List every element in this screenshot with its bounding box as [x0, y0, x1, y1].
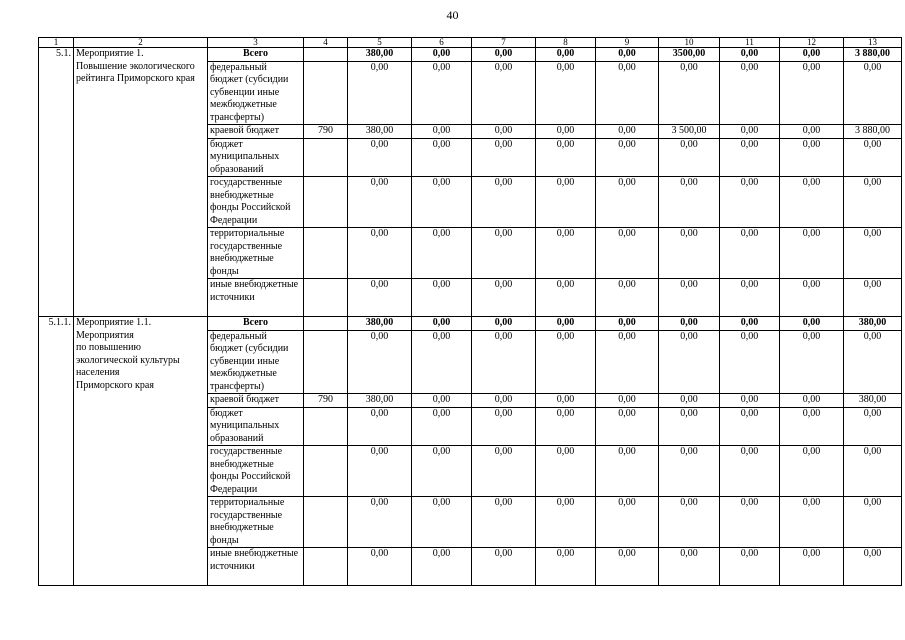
- amount-cell: 0,00: [412, 317, 472, 331]
- amount-cell: 0,00: [536, 446, 596, 497]
- amount-cell: 0,00: [659, 548, 720, 586]
- budget-code: [304, 497, 348, 548]
- column-number-header: 7: [472, 38, 536, 48]
- amount-cell: 0,00: [472, 317, 536, 331]
- amount-cell: 0,00: [536, 48, 596, 62]
- item-title: Мероприятие 1. Повышение экологического рейтинга Приморского края: [74, 48, 208, 317]
- item-code: 5.1.1.: [39, 317, 74, 586]
- amount-cell: 0,00: [412, 61, 472, 125]
- amount-cell: 0,00: [844, 61, 902, 125]
- amount-cell: 0,00: [720, 394, 780, 408]
- amount-cell: 0,00: [780, 317, 844, 331]
- amount-cell: 0,00: [720, 61, 780, 125]
- amount-cell: 0,00: [412, 177, 472, 228]
- amount-cell: 0,00: [536, 177, 596, 228]
- budget-code: [304, 317, 348, 331]
- funding-source: государственные внебюджетные фонды Российской Федерации: [208, 446, 304, 497]
- budget-code: 790: [304, 125, 348, 139]
- budget-code: [304, 177, 348, 228]
- amount-cell: 0,00: [659, 317, 720, 331]
- amount-cell: 0,00: [596, 177, 659, 228]
- amount-cell: 0,00: [412, 446, 472, 497]
- column-number-header: 5: [348, 38, 412, 48]
- amount-cell: 380,00: [348, 394, 412, 408]
- amount-cell: 0,00: [780, 497, 844, 548]
- amount-cell: 0,00: [472, 548, 536, 586]
- amount-cell: 0,00: [720, 317, 780, 331]
- amount-cell: 380,00: [844, 317, 902, 331]
- amount-cell: 0,00: [412, 125, 472, 139]
- amount-cell: 0,00: [596, 125, 659, 139]
- amount-cell: 0,00: [412, 48, 472, 62]
- amount-cell: 0,00: [536, 394, 596, 408]
- amount-cell: 0,00: [596, 446, 659, 497]
- funding-source: Всего: [208, 48, 304, 62]
- amount-cell: 0,00: [472, 446, 536, 497]
- amount-cell: 0,00: [659, 497, 720, 548]
- amount-cell: 0,00: [659, 279, 720, 317]
- amount-cell: 0,00: [720, 228, 780, 279]
- amount-cell: 0,00: [720, 330, 780, 394]
- funding-source: территориальные государственные внебюджетные фонды: [208, 497, 304, 548]
- amount-cell: 0,00: [348, 548, 412, 586]
- amount-cell: 0,00: [412, 497, 472, 548]
- amount-cell: 0,00: [536, 317, 596, 331]
- amount-cell: 0,00: [412, 407, 472, 446]
- column-number-header: 8: [536, 38, 596, 48]
- funding-source: государственные внебюджетные фонды Российской Федерации: [208, 177, 304, 228]
- amount-cell: 0,00: [536, 228, 596, 279]
- amount-cell: 0,00: [348, 61, 412, 125]
- amount-cell: 0,00: [536, 497, 596, 548]
- amount-cell: 0,00: [780, 394, 844, 408]
- budget-code: [304, 61, 348, 125]
- column-number-header: 6: [412, 38, 472, 48]
- amount-cell: 0,00: [596, 138, 659, 177]
- amount-cell: 0,00: [844, 330, 902, 394]
- amount-cell: 3 500,00: [659, 125, 720, 139]
- amount-cell: 0,00: [844, 138, 902, 177]
- amount-cell: 0,00: [780, 330, 844, 394]
- budget-code: [304, 228, 348, 279]
- amount-cell: 0,00: [720, 279, 780, 317]
- amount-cell: 0,00: [844, 407, 902, 446]
- amount-cell: 0,00: [780, 548, 844, 586]
- amount-cell: 0,00: [844, 228, 902, 279]
- amount-cell: 0,00: [536, 330, 596, 394]
- budget-code: [304, 279, 348, 317]
- amount-cell: 0,00: [780, 61, 844, 125]
- amount-cell: 0,00: [412, 548, 472, 586]
- amount-cell: 3 880,00: [844, 125, 902, 139]
- amount-cell: 0,00: [596, 548, 659, 586]
- amount-cell: 0,00: [659, 330, 720, 394]
- amount-cell: 0,00: [659, 138, 720, 177]
- amount-cell: 0,00: [659, 177, 720, 228]
- amount-cell: 0,00: [472, 61, 536, 125]
- amount-cell: 0,00: [348, 446, 412, 497]
- amount-cell: 0,00: [720, 138, 780, 177]
- column-number-header: 1: [39, 38, 74, 48]
- amount-cell: 0,00: [472, 48, 536, 62]
- amount-cell: 380,00: [348, 317, 412, 331]
- amount-cell: 0,00: [412, 394, 472, 408]
- amount-cell: 0,00: [472, 228, 536, 279]
- column-number-header: 10: [659, 38, 720, 48]
- amount-cell: 0,00: [659, 407, 720, 446]
- amount-cell: 3 880,00: [844, 48, 902, 62]
- funding-source: бюджет муниципальных образований: [208, 138, 304, 177]
- amount-cell: 0,00: [844, 548, 902, 586]
- item-title: Мероприятие 1.1. Мероприятия по повышению экологической культуры населения Приморского края: [74, 317, 208, 586]
- column-number-header: 11: [720, 38, 780, 48]
- amount-cell: 0,00: [472, 407, 536, 446]
- amount-cell: 0,00: [472, 279, 536, 317]
- amount-cell: 0,00: [844, 497, 902, 548]
- funding-source: краевой бюджет: [208, 394, 304, 408]
- budget-code: [304, 407, 348, 446]
- amount-cell: 0,00: [720, 125, 780, 139]
- amount-cell: 0,00: [720, 177, 780, 228]
- amount-cell: 0,00: [659, 228, 720, 279]
- amount-cell: 0,00: [348, 330, 412, 394]
- amount-cell: 0,00: [596, 330, 659, 394]
- budget-code: [304, 330, 348, 394]
- funding-source: Всего: [208, 317, 304, 331]
- amount-cell: 0,00: [780, 48, 844, 62]
- amount-cell: 0,00: [780, 125, 844, 139]
- amount-cell: 0,00: [720, 548, 780, 586]
- amount-cell: 0,00: [596, 317, 659, 331]
- amount-cell: 0,00: [596, 497, 659, 548]
- amount-cell: 0,00: [659, 61, 720, 125]
- funding-source: иные внебюджетные источники: [208, 548, 304, 586]
- funding-source: бюджет муниципальных образований: [208, 407, 304, 446]
- column-number-header: 4: [304, 38, 348, 48]
- amount-cell: 0,00: [720, 48, 780, 62]
- funding-source: федеральный бюджет (субсидии субвенции иные межбюджетные трансферты): [208, 61, 304, 125]
- amount-cell: 0,00: [596, 407, 659, 446]
- amount-cell: 0,00: [348, 279, 412, 317]
- amount-cell: 0,00: [536, 407, 596, 446]
- amount-cell: 0,00: [780, 177, 844, 228]
- amount-cell: 0,00: [412, 330, 472, 394]
- amount-cell: 0,00: [844, 279, 902, 317]
- amount-cell: 0,00: [412, 138, 472, 177]
- amount-cell: 0,00: [659, 446, 720, 497]
- column-number-header: 3: [208, 38, 304, 48]
- amount-cell: 0,00: [472, 330, 536, 394]
- item-code: 5.1.: [39, 48, 74, 317]
- amount-cell: 380,00: [348, 125, 412, 139]
- budget-code: [304, 48, 348, 62]
- column-number-header: 9: [596, 38, 659, 48]
- amount-cell: 0,00: [596, 61, 659, 125]
- amount-cell: 0,00: [720, 407, 780, 446]
- budget-table: [38, 37, 902, 586]
- amount-cell: 0,00: [596, 394, 659, 408]
- amount-cell: 0,00: [472, 177, 536, 228]
- amount-cell: 0,00: [412, 228, 472, 279]
- amount-cell: 0,00: [348, 228, 412, 279]
- amount-cell: 0,00: [412, 279, 472, 317]
- amount-cell: 0,00: [596, 279, 659, 317]
- budget-code: 790: [304, 394, 348, 408]
- amount-cell: 0,00: [536, 279, 596, 317]
- amount-cell: 0,00: [659, 394, 720, 408]
- budget-code: [304, 446, 348, 497]
- funding-source: иные внебюджетные источники: [208, 279, 304, 317]
- page-number: 40: [446, 8, 459, 22]
- amount-cell: 0,00: [348, 497, 412, 548]
- amount-cell: 0,00: [348, 138, 412, 177]
- amount-cell: 380,00: [844, 394, 902, 408]
- amount-cell: 0,00: [720, 497, 780, 548]
- amount-cell: 380,00: [348, 48, 412, 62]
- amount-cell: 0,00: [780, 228, 844, 279]
- amount-cell: 0,00: [536, 548, 596, 586]
- amount-cell: 0,00: [472, 394, 536, 408]
- amount-cell: 0,00: [780, 407, 844, 446]
- amount-cell: 0,00: [536, 61, 596, 125]
- budget-code: [304, 548, 348, 586]
- amount-cell: 0,00: [536, 125, 596, 139]
- amount-cell: 0,00: [780, 138, 844, 177]
- amount-cell: 0,00: [596, 228, 659, 279]
- amount-cell: 0,00: [720, 446, 780, 497]
- amount-cell: 0,00: [844, 177, 902, 228]
- amount-cell: 0,00: [596, 48, 659, 62]
- amount-cell: 3500,00: [659, 48, 720, 62]
- amount-cell: 0,00: [536, 138, 596, 177]
- amount-cell: 0,00: [844, 446, 902, 497]
- table-row: [39, 48, 902, 62]
- column-number-row: [39, 38, 902, 48]
- amount-cell: 0,00: [348, 177, 412, 228]
- table-row: [39, 317, 902, 331]
- column-number-header: 13: [844, 38, 902, 48]
- budget-code: [304, 138, 348, 177]
- funding-source: федеральный бюджет (субсидии субвенции иные межбюджетные трансферты): [208, 330, 304, 394]
- amount-cell: 0,00: [472, 138, 536, 177]
- amount-cell: 0,00: [348, 407, 412, 446]
- amount-cell: 0,00: [472, 497, 536, 548]
- funding-source: краевой бюджет: [208, 125, 304, 139]
- column-number-header: 12: [780, 38, 844, 48]
- funding-source: территориальные государственные внебюджетные фонды: [208, 228, 304, 279]
- column-number-header: 2: [74, 38, 208, 48]
- amount-cell: 0,00: [780, 446, 844, 497]
- amount-cell: 0,00: [472, 125, 536, 139]
- amount-cell: 0,00: [780, 279, 844, 317]
